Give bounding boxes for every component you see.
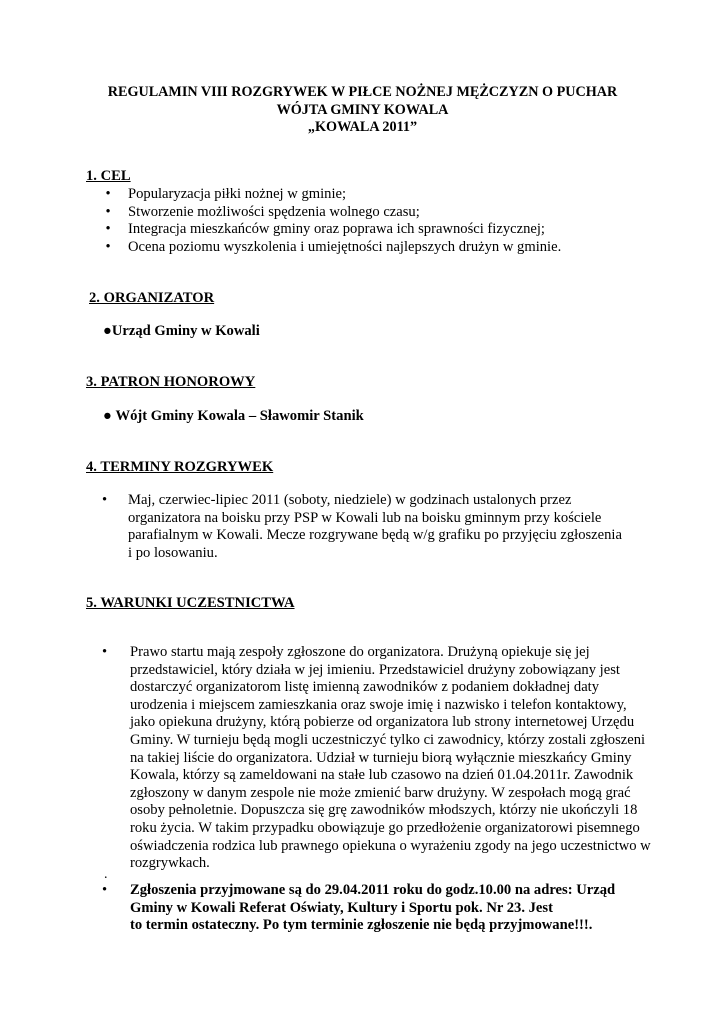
section-heading-patron: 3. PATRON HONOROWY	[86, 374, 256, 390]
text-line: zgłoszony w danym zespole nie może zmienić barw drużyny. W zespołach mogą grać	[130, 784, 631, 801]
text-line: osoby pełnoletnie. Dopuszcza się grę zawodników młodszych, którzy nie ukończyli 18	[130, 802, 638, 819]
text-line: Prawo startu mają zespoły zgłoszone do organizatora. Drużyną opiekuje się jej	[130, 644, 590, 660]
bullet-icon: •	[102, 882, 108, 898]
section-heading-terminy: 4. TERMINY ROZGRYWEK	[86, 459, 274, 475]
text-line: Kowala, którzy są zameldowani na stałe lub czasowo na dzień 01.04.2011r. Zawodnik	[130, 767, 634, 784]
bullet-icon: ●	[103, 323, 112, 339]
patron-item: ● Wójt Gminy Kowala – Sławomir Stanik	[103, 408, 364, 424]
stray-dot: .	[104, 867, 108, 882]
text-line: na takiej liście do organizatora. Udział w turnieju biorą wyłącznie mieszkańcy Gminy	[130, 749, 632, 766]
text-line: to termin ostateczny. Po tym terminie zgłoszenie nie będą przyjmowane!!!.	[130, 917, 593, 934]
text-line: rozgrywkach.	[130, 855, 210, 872]
text-line: Gminy. W turnieju będą mogli uczestniczyć tylko ci zawodnicy, którzy zostali zgłoszeni	[130, 731, 646, 748]
title-line-3: „KOWALA 2011”	[307, 119, 418, 135]
text-line: Maj, czerwiec-lipiec 2011 (soboty, niedziele) w godzinach ustalonych przez	[128, 492, 572, 508]
bullet-icon: •	[105, 186, 111, 202]
text-line: jako opiekuna drużyny, którą pobierze od organizatora lub strony internetowej Urzędu	[130, 714, 635, 731]
text-line: przedstawiciel, który działa w jej imieniu. Przedstawiciel drużyny zobowiązany jest	[130, 661, 620, 678]
list-item: • Integracja mieszkańców gminy oraz poprawa ich sprawności fizycznej;	[86, 221, 646, 239]
text-line: Gminy w Kowali Referat Oświaty, Kultury i Sportu pok. Nr 23. Jest	[130, 899, 553, 916]
text-line: parafialnym w Kowali. Mecze rozgrywane będą w/g grafiku po przyjęciu zgłoszenia	[128, 527, 622, 544]
text-line: Zgłoszenia przyjmowane są do 29.04.2011 roku do godz.10.00 na adres: Urząd	[130, 882, 616, 898]
text-line: urodzenia i miejscem zamieszkania oraz swoje imię i nazwisko i telefon kontaktowy,	[130, 696, 627, 713]
terminy-item	[102, 492, 668, 562]
cel-list	[86, 186, 646, 256]
warunki-item	[102, 644, 675, 873]
organizator-item: ●Urząd Gminy w Kowali	[103, 323, 260, 339]
text-line: dostarczyć organizatorom listę imienną zawodników z podaniem dokładnej daty	[130, 679, 600, 696]
bullet-icon: ●	[103, 408, 112, 424]
title-line-2: WÓJTA GMINY KOWALA	[276, 101, 449, 118]
text-line: i po losowaniu.	[128, 544, 218, 561]
document-title	[0, 84, 725, 137]
bullet-icon: •	[102, 644, 108, 660]
bullet-icon: •	[105, 238, 111, 255]
bullet-icon: •	[105, 203, 111, 220]
deadline-item	[102, 882, 690, 935]
section-heading-organizator: 2. ORGANIZATOR	[89, 290, 215, 306]
list-item: • Popularyzacja piłki nożnej w gminie;	[86, 186, 646, 204]
section-heading-warunki: 5. WARUNKI UCZESTNICTWA	[86, 595, 295, 611]
list-item: • Stworzenie możliwości spędzenia wolnego czasu;	[86, 204, 646, 222]
bullet-icon: •	[105, 221, 111, 238]
bullet-icon: •	[102, 492, 108, 508]
list-item: • Ocena poziomu wyszkolenia i umiejętności najlepszych drużyn w gminie.	[86, 239, 646, 257]
text-line: roku życia. W takim przypadku obowiązuje go przedłożenie organizatorowi pisemnego	[130, 819, 640, 836]
section-heading-cel: 1. CEL	[86, 168, 131, 184]
title-line-1: REGULAMIN VIII ROZGRYWEK W PIŁCE NOŻNEJ MĘŻCZYZN O PUCHAR	[107, 84, 618, 100]
text-line: oświadczenia rodzica lub prawnego opiekuna o wyrażeniu zgody na jego uczestnictwo w	[130, 837, 651, 854]
text-line: organizatora na boisku przy PSP w Kowali lub na boisku gminnym przy kościele	[128, 509, 602, 526]
